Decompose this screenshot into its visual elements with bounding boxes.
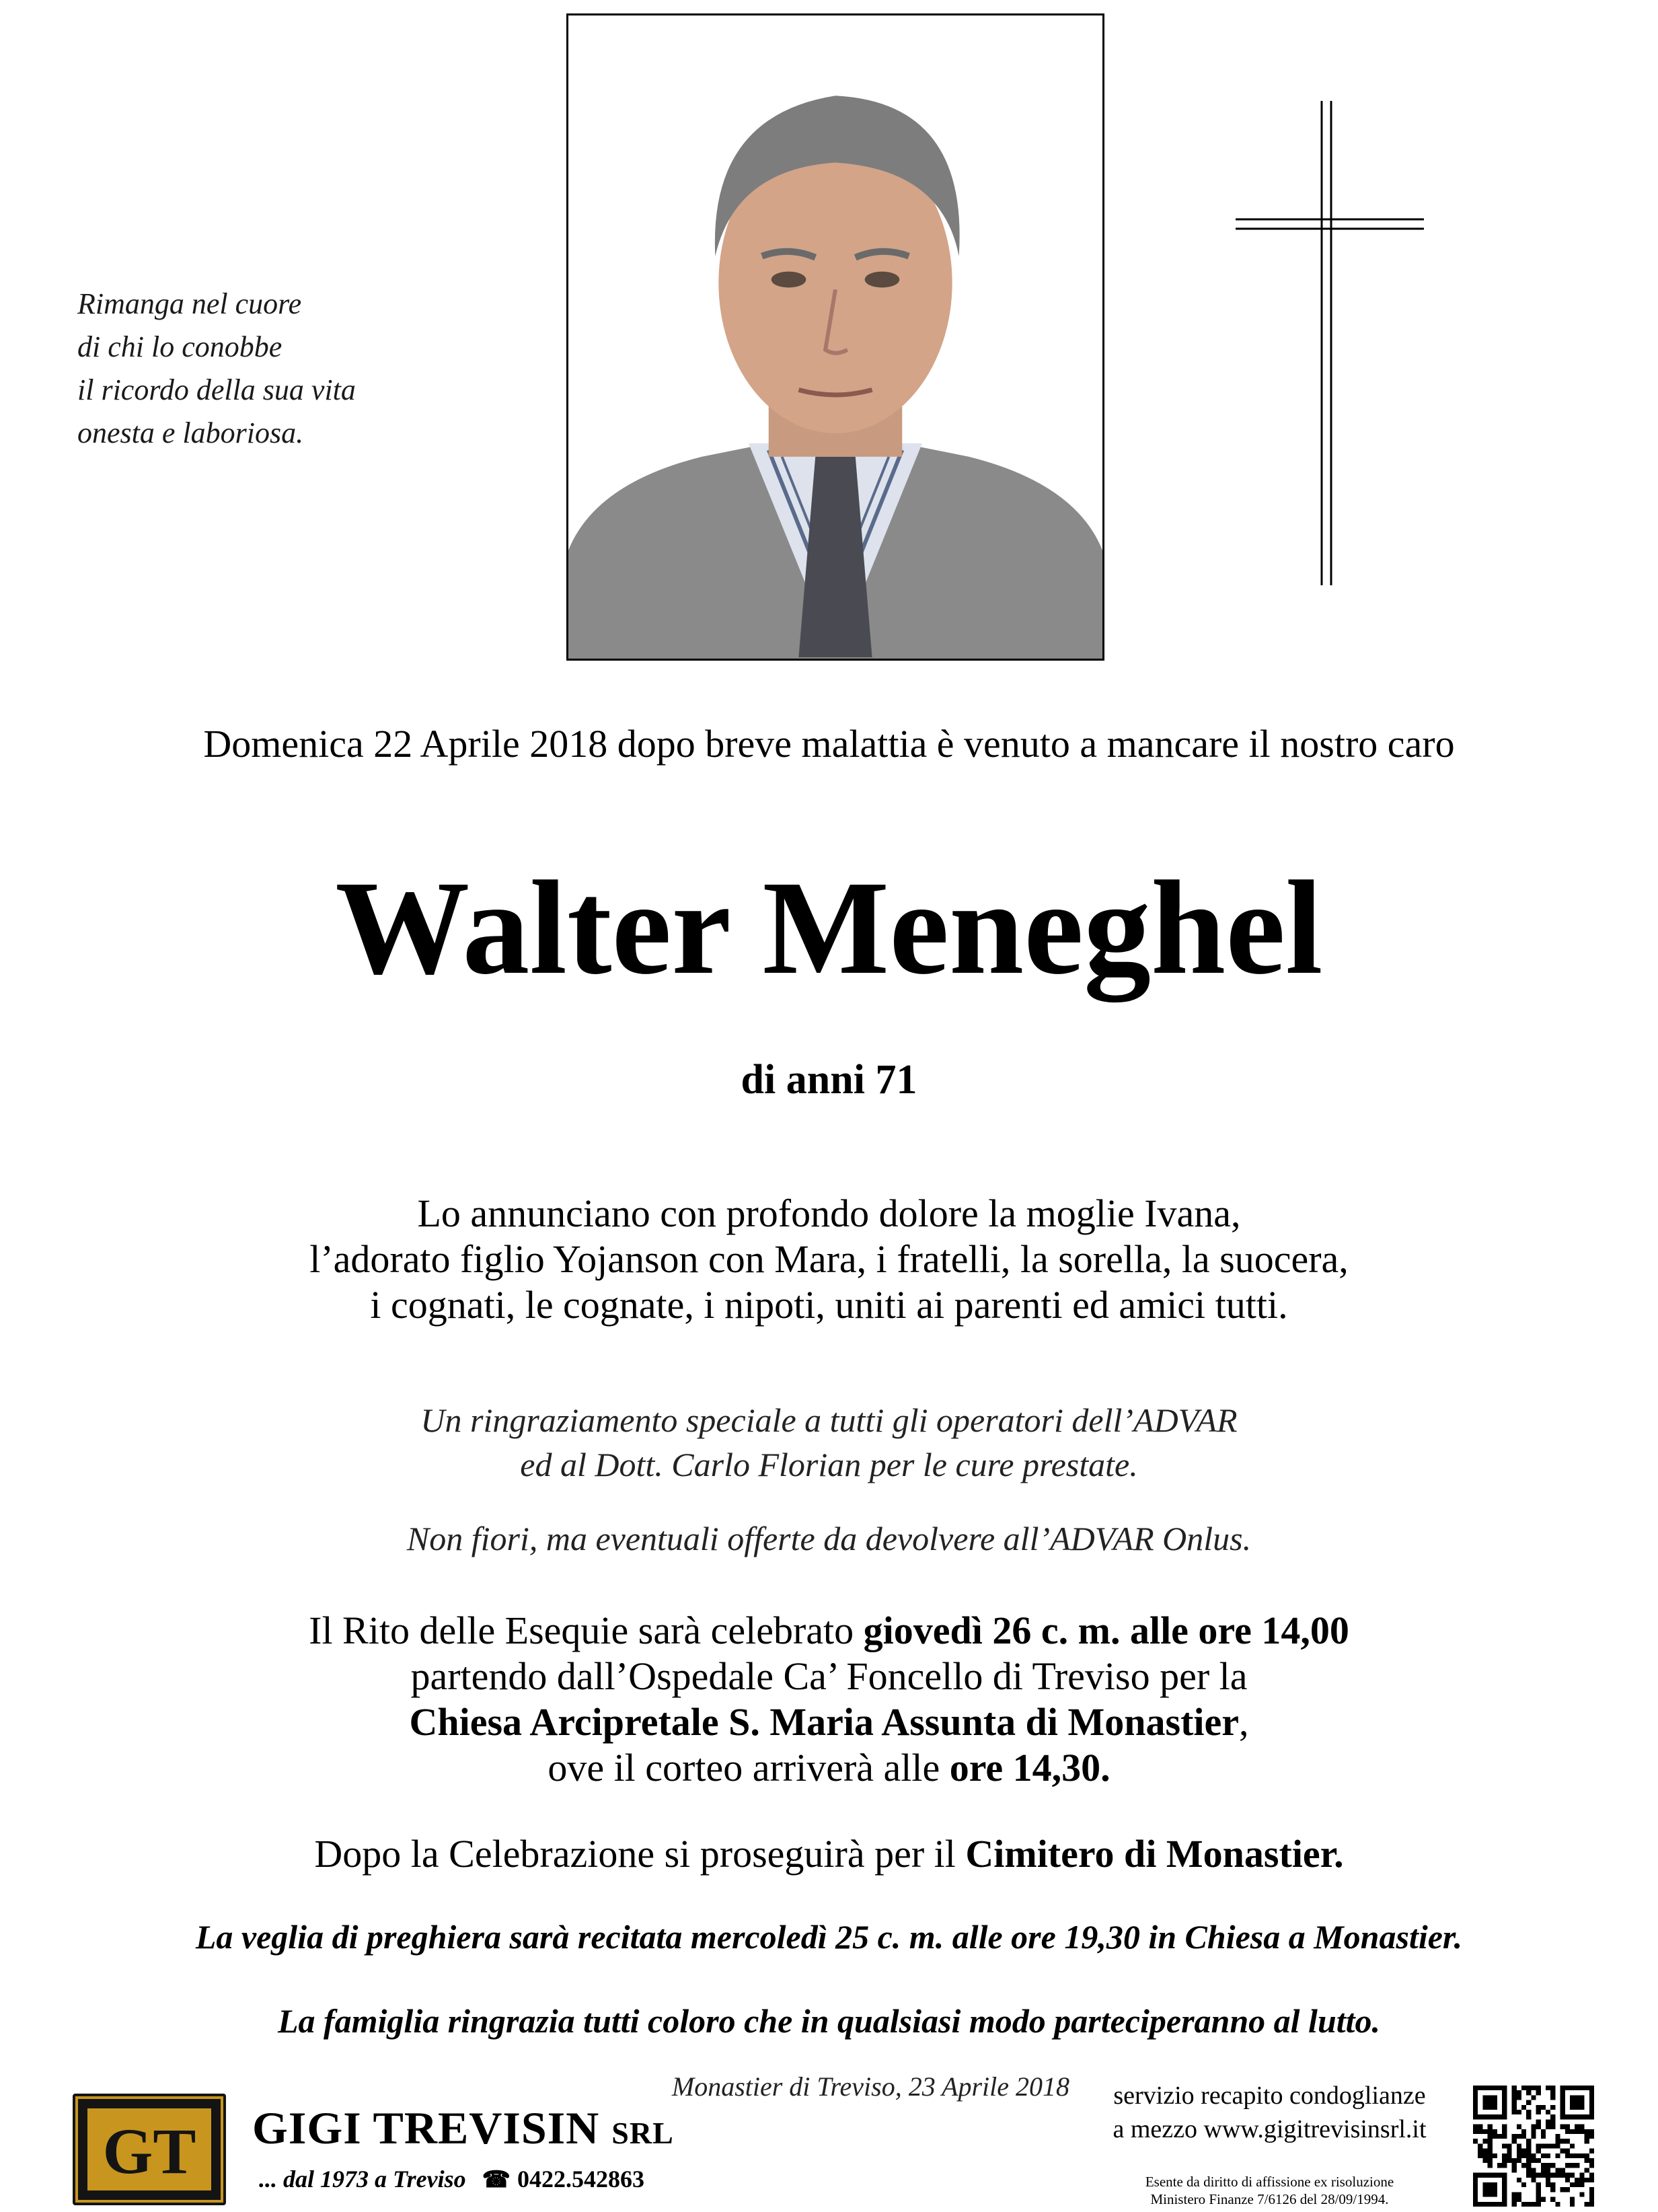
family-thanks: La famiglia ringrazia tutti coloro che in qualsiasi modo parteciperanno al lutto. — [277, 2002, 1381, 2040]
exempt-line: Esente da diritto di affissione ex risoluzione — [1145, 2174, 1394, 2190]
company-phone[interactable] — [482, 2166, 644, 2192]
company-since: ... dal 1973 a Treviso — [259, 2166, 466, 2192]
burial-text: Dopo la Celebrazione si proseguirà per il — [314, 1832, 966, 1876]
family-announcement — [0, 1191, 1658, 1328]
rite-line — [0, 1745, 1658, 1791]
rite-text: ove il corteo arriverà alle — [548, 1746, 950, 1790]
portrait-illustration — [568, 15, 1102, 659]
place-date: Monastier di Treviso, 23 Aprile 2018 — [671, 2071, 1069, 2102]
epigraph-line: Rimanga nel cuore — [77, 287, 302, 320]
thanks-line: Un ringraziamento speciale a tutti gli operatori dell’ADVAR — [420, 1401, 1238, 1439]
rite-line: partendo dall’Ospedale Ca’ Foncello di Treviso per la — [410, 1654, 1248, 1698]
thanks-line: ed al Dott. Carlo Florian per le cure prestate. — [520, 1446, 1138, 1483]
phone-number[interactable]: 0422.542863 — [517, 2166, 644, 2192]
rite-line — [0, 1699, 1658, 1745]
rite-line — [0, 1608, 1658, 1654]
family-line: i cognati, le cognate, i nipoti, uniti ai parenti ed amici tutti. — [370, 1283, 1288, 1327]
portrait-photo — [566, 13, 1104, 661]
logo-monogram: GT — [102, 2115, 196, 2187]
deceased-name: Walter Meneghel — [335, 854, 1323, 1002]
rite-text: , — [1239, 1700, 1249, 1744]
no-flowers-note: Non fiori, ma eventuali offerte da devolvere all’ADVAR Onlus. — [406, 1520, 1252, 1557]
company-logo — [73, 2094, 226, 2205]
cemetery-name: Cimitero di Monastier. — [965, 1832, 1344, 1876]
epigraph — [77, 283, 454, 455]
rite-datetime: giovedì 26 c. m. alle ore 14,00 — [863, 1609, 1349, 1652]
company-name — [252, 2102, 674, 2155]
qr-code-icon[interactable] — [1473, 2086, 1594, 2207]
epigraph-line: il ricordo della sua vita — [77, 373, 356, 406]
condolence-service — [1083, 2079, 1456, 2146]
arrival-time: ore 14,30. — [949, 1746, 1110, 1790]
epigraph-line: di chi lo conobbe — [77, 330, 282, 363]
company-suffix: SRL — [611, 2116, 674, 2150]
church-name: Chiesa Arcipretale S. Maria Assunta di Monastier — [409, 1700, 1240, 1744]
burial-note — [0, 1831, 1658, 1876]
company-tagline — [259, 2165, 644, 2193]
tax-exemption-note — [1083, 2173, 1456, 2208]
vigil-note: La veglia di preghiera sarà recitata mercoledì 25 c. m. alle ore 19,30 in Chiesa a Monastier. — [195, 1918, 1463, 1956]
telephone-icon: ☎ — [482, 2168, 511, 2192]
family-line: l’adorato figlio Yojanson con Mara, i fratelli, la sorella, la suocera, — [309, 1237, 1349, 1281]
epigraph-line: onesta e laboriosa. — [77, 416, 304, 449]
special-thanks — [0, 1398, 1658, 1487]
rite-text: Il Rito delle Esequie sarà celebrato — [309, 1609, 864, 1652]
funeral-rite-details — [0, 1608, 1658, 1791]
company-name-text: GIGI TREVISIN — [252, 2102, 600, 2153]
family-line: Lo annunciano con profondo dolore la moglie Ivana, — [417, 1191, 1241, 1235]
service-line: servizio recapito condoglianze — [1113, 2081, 1426, 2110]
announcement-intro: Domenica 22 Aprile 2018 dopo breve malattia è venuto a mancare il nostro caro — [203, 722, 1455, 766]
exempt-line: Ministero Finanze 7/6126 del 28/09/1994. — [1150, 2191, 1389, 2207]
latin-cross-icon — [1236, 101, 1424, 585]
service-line[interactable]: a mezzo www.gigitrevisinsrl.it — [1113, 2115, 1427, 2143]
deceased-age: di anni 71 — [741, 1057, 917, 1103]
